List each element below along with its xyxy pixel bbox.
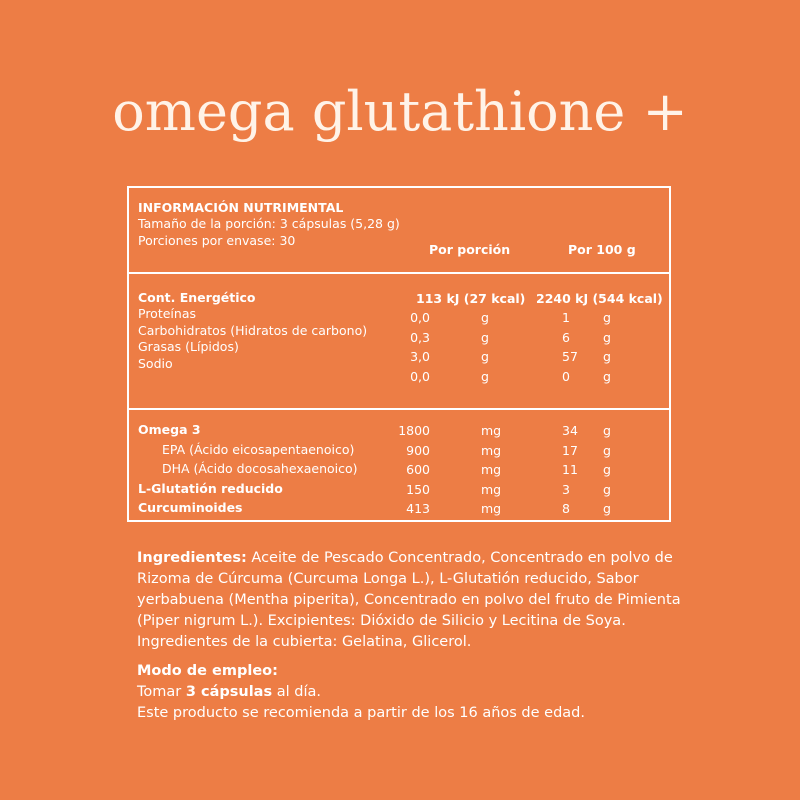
ingredients-text: Aceite de Pescado Concentrado, Concentrado en polvo de Rizoma de Cúrcuma (Curcuma Longa L.), L-Glutatión reducido, Sabor yerbabuena (Mentha piperita), Concentrado en polvo del fruto de Pimienta (Piper nigrum L.). Excipientes: Dióxido de Silicio y Lecitina de Soya. Ingredientes de la cubierta: Gelatina, Glicerol.	[137, 550, 681, 650]
servings-per-container: Porciones por envase: 30	[138, 233, 296, 248]
per-100g-value: 11	[562, 462, 578, 477]
row-label: Proteínas	[138, 306, 196, 321]
per-100g-unit: g	[603, 368, 611, 384]
column-header-per-100g: Por 100 g	[568, 242, 636, 257]
usage-line1-pre: Tomar	[137, 684, 186, 700]
per-serving-value: 1800	[398, 423, 430, 438]
per-100g-value: 6	[562, 329, 570, 345]
per-serving-value: 0,0	[410, 368, 430, 384]
energy-per-100g: 2240 kJ (544 kcal)	[536, 291, 663, 306]
per-serving-value: 0,3	[410, 329, 430, 345]
panel-heading: INFORMACIÓN NUTRIMENTAL	[138, 200, 344, 215]
row-label: Grasas (Lípidos)	[138, 339, 239, 354]
per-serving-value: 0,0	[410, 310, 430, 325]
per-100g-unit: g	[603, 462, 611, 477]
serving-size: Tamaño de la porción: 3 cápsulas (5,28 g)	[138, 216, 400, 231]
usage-dose: 3 cápsulas	[185, 684, 273, 700]
per-100g-unit: g	[603, 310, 611, 325]
per-serving-unit: mg	[481, 442, 502, 458]
per-serving-value: 413	[406, 501, 430, 516]
per-serving-unit: mg	[481, 481, 502, 497]
per-serving-unit: g	[481, 349, 489, 364]
per-100g-value: 17	[562, 442, 578, 458]
divider	[129, 272, 669, 274]
per-100g-unit: g	[603, 481, 611, 497]
per-serving-unit: g	[481, 368, 489, 384]
per-serving-value: 150	[406, 481, 430, 497]
per-100g-unit: g	[603, 501, 611, 516]
usage-line1-post: al día.	[272, 684, 321, 700]
row-label: Omega 3	[138, 422, 201, 437]
per-serving-unit: mg	[481, 501, 502, 516]
divider	[129, 408, 669, 410]
ingredients-label: Ingredientes:	[137, 550, 247, 566]
per-serving-unit: g	[481, 329, 489, 345]
per-100g-value: 57	[562, 349, 578, 364]
product-title: omega glutathione +	[112, 80, 688, 143]
per-serving-unit: g	[481, 310, 489, 325]
row-label: EPA (Ácido eicosapentaenoico)	[162, 441, 355, 457]
per-100g-value: 1	[562, 310, 570, 325]
row-label: L-Glutatión reducido	[138, 480, 283, 496]
per-100g-unit: g	[603, 349, 611, 364]
per-serving-value: 900	[406, 442, 430, 458]
row-label: DHA (Ácido docosahexaenoico)	[162, 461, 358, 476]
nutrition-facts-panel	[127, 186, 671, 522]
row-label: Carbohidratos (Hidratos de carbono)	[138, 322, 368, 338]
per-100g-unit: g	[603, 329, 611, 345]
per-100g-unit: g	[603, 423, 611, 438]
per-100g-value: 34	[562, 423, 578, 438]
per-serving-unit: mg	[481, 462, 502, 477]
row-label: Curcuminoides	[138, 500, 243, 515]
column-header-per-serving: Por porción	[429, 242, 511, 257]
energy-label: Cont. Energético	[138, 290, 256, 305]
row-label: Sodio	[138, 355, 173, 371]
usage-label: Modo de empleo:	[137, 663, 278, 679]
per-100g-value: 3	[562, 481, 570, 497]
ingredients-paragraph	[137, 548, 697, 653]
energy-per-serving: 113 kJ (27 kcal)	[416, 291, 526, 306]
per-100g-value: 8	[562, 501, 570, 516]
per-serving-value: 600	[406, 462, 430, 477]
per-100g-value: 0	[562, 368, 570, 384]
per-100g-unit: g	[603, 442, 611, 458]
per-serving-value: 3,0	[410, 349, 430, 364]
usage-paragraph	[137, 661, 697, 724]
per-serving-unit: mg	[481, 423, 502, 438]
usage-age-note: Este producto se recomienda a partir de los 16 años de edad.	[137, 705, 585, 721]
